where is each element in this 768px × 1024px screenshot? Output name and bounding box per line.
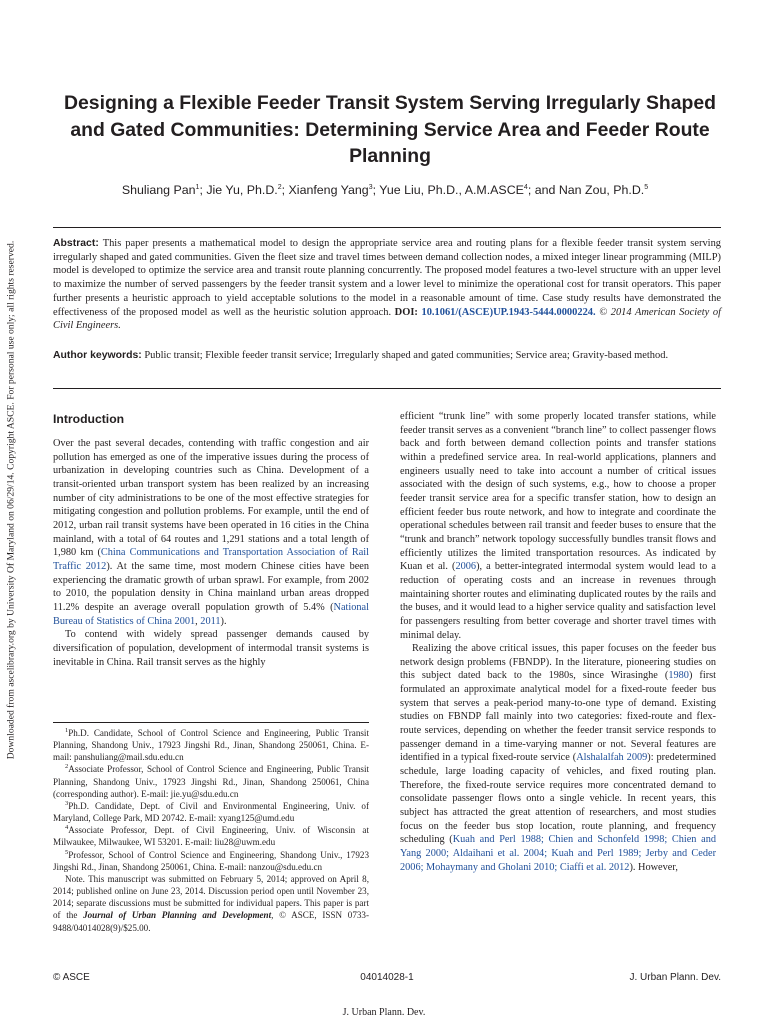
- author-name: Jie Yu, Ph.D.: [206, 183, 278, 197]
- abstract: [53, 237, 721, 333]
- paragraph-text: efficient “trunk line” with some properly located transfer stations, while feeder transit serves as a convenient “branch line” to collect passenger flows back and forth between demand collection points and transfer stations within a predefined service area. In real-world applications, planners and engineers usually need to take into account a number of critical issues associated with the design of such systems, e.g., how to choose a proper feeder transit service area for a specific transfer station, how to design an efficient feeder bus route network, and how to integrate and coordinate the operational schedules between rail transit and feeder buses to ensure that the “trunk and branch” network topology successfully bundles transit flows and efficiently utilizes the limited transportation resources. As indicated by Kuan et al. (: [400, 411, 716, 573]
- paragraph-text: ): predetermined schedule, large loading capacity of vehicles, and fixed routing plan. Therefore, the fixed-route service requires more concentrated demand to consolidate passenger flows onto a single vehicle. In recent years, this subject has attracted the great attention of researchers, and most studies focus on the feeder bus stop location, route planning, and frequency scheduling (: [400, 752, 716, 846]
- citation-link[interactable]: National Bureau of Statistics of China 2001: [53, 601, 369, 627]
- author-affiliation-mark: 1: [195, 183, 200, 191]
- abstract-bottom-rule: [53, 388, 721, 389]
- journal-name: Journal of Urban Planning and Development: [83, 910, 272, 921]
- footnote: [53, 849, 369, 873]
- author-name: Yue Liu, Ph.D., A.M.ASCE: [379, 183, 524, 197]
- footnote-text: Associate Professor, Dept. of Civil Engineering, Univ. of Wisconsin at Milwaukee, Milwaukee, WI 53201. E-mail: liu28@uwm.edu: [53, 825, 369, 848]
- footnote-text: Professor, School of Control Science and Engineering, Shandong Univ., 17923 Jingshi Rd., Jinan, Shandong 250061, China. E-mail: nanzou@sdu.edu.cn: [53, 849, 369, 872]
- author-name: Shuliang Pan: [121, 183, 196, 197]
- author-separator: ; and: [527, 183, 559, 197]
- doi-label: DOI:: [394, 306, 418, 318]
- keywords-text: Public transit; Flexible feeder transit service; Irregularly shaped and gated communities; Service area; Gravity-based method.: [144, 350, 669, 361]
- paragraph: [400, 642, 716, 874]
- footnote: [53, 800, 369, 824]
- author-name: Nan Zou, Ph.D.: [558, 183, 645, 197]
- keywords-label: Author keywords:: [53, 350, 142, 361]
- footer-copyright: © ASCE: [53, 972, 90, 983]
- citation-link[interactable]: Kuah and Perl 1988; Chien and Schonfeld 1998; Chien and Yang 2000; Aldaihani et al. 2004; Kuah and Perl 1989; Jerby and Ceder 2006; Mohaymany and Gholani 2010; Ciaffi et al. 2012: [400, 834, 716, 873]
- author-separator: ;: [281, 183, 289, 197]
- paragraph-text: To contend with widely spread passenger demands caused by diversification of population, development of intermodal transit systems is inevitable in China. Rail transit serves as the highly: [53, 629, 369, 668]
- footnote-mark: 1: [65, 726, 69, 734]
- author-affiliation-mark: 3: [368, 183, 373, 191]
- paragraph: [400, 410, 716, 642]
- abstract-top-rule: [53, 227, 721, 228]
- author-keywords: [53, 349, 721, 363]
- paragraph-text: ). At the same time, most modern Chinese cities have been experiencing the dramatic growth of urban sprawl. For example, from 2002 to 2010, the population density in China mainland urban areas dropped 11.2% despite an average overall population growth of 5.4% (: [53, 560, 370, 613]
- download-sidebar: [0, 0, 22, 1024]
- paper-title: Designing a Flexible Feeder Transit System Serving Irregularly Shaped and Gated Communities: Determining Service Area and Feeder Route Planning: [64, 92, 716, 167]
- note-tail: , © ASCE, ISSN 0733-9488/04014028(9)/$25.00.: [53, 910, 369, 933]
- author-list: [40, 183, 730, 197]
- author-affiliation-mark: 5: [644, 183, 649, 191]
- citation-link[interactable]: 2011: [200, 615, 221, 627]
- note-text: Note. This manuscript was submitted on February 5, 2014; approved on April 8, 2014; published online on June 23, 2014. Discussion period open until November 23, 2014; separate discussions must be submitted for individual papers. This paper is part of the: [53, 873, 369, 921]
- citation-link[interactable]: 1980: [668, 670, 689, 682]
- right-column: [400, 410, 716, 874]
- footnote-text: Ph.D. Candidate, School of Control Science and Engineering, Public Transit Planning, Shandong Univ., 17923 Jingshi Rd., Jinan, Shandong 250061, China. E-mail: panshuliang@mail.sdu.edu.cn: [53, 728, 369, 763]
- copyright-notice: © 2014 American Society of Civil Engineers.: [53, 306, 722, 332]
- submission-note: [53, 873, 369, 934]
- paragraph: [53, 437, 369, 628]
- abstract-text: This paper presents a mathematical model to design the appropriate service area and routing plans for a flexible feeder transit system serving irregularly shaped and gated communities. Given the fleet size and travel times between demand collection nodes, a mixed integer linear programming (MILP) model is developed to optimize the service area and transit route planning concurrently. The proposed model features a two-level structure with an upper level to maximize the number of served passengers by the feeder transit system and a lower level to minimize the operational cost for transit operators. This paper further presents a heuristic approach to yield acceptable solutions to the model in a reasonable amount of time. Case study results have demonstrated the effectiveness of the proposed model as well as the heuristic solution approach.: [53, 238, 722, 318]
- paragraph: [53, 628, 369, 669]
- footnote-separator: [53, 722, 369, 723]
- left-column: [53, 437, 369, 669]
- footnote-mark: 4: [65, 824, 69, 832]
- author-affiliation-mark: 4: [523, 183, 528, 191]
- paragraph-text: ,: [195, 615, 201, 627]
- citation-link[interactable]: China Communications and Transportation Association of Rail Traffic 2012: [53, 547, 369, 572]
- footnotes: [53, 727, 369, 934]
- footnote-mark: 5: [65, 848, 69, 856]
- citation-link[interactable]: 2006: [455, 561, 477, 573]
- footnote-text: Associate Professor, School of Control Science and Engineering, Public Transit Planning, Shandong Univ., 17923 Jingshi Rd., Jinan, Shandong 250061, China (corresponding author). E-mail: jie.yu@sdu.edu.cn: [53, 764, 369, 799]
- paragraph-text: Realizing the above critical issues, this paper focuses on the feeder bus network design problems (FBNDP). In the literature, pioneering studies on this subject dated back to the 1980s, since Wirasinghe (: [400, 643, 716, 682]
- page-footer: [53, 972, 721, 988]
- sidebar-text: Downloaded from ascelibrary.org by University Of Maryland on 06/29/14. Copyright ASCE. For personal use only; all rights reserved.: [5, 240, 17, 760]
- doi-link[interactable]: 10.1061/(ASCE)UP.1943-5444.0000224.: [421, 306, 596, 318]
- author-affiliation-mark: 2: [277, 183, 282, 191]
- author-separator: ;: [372, 183, 380, 197]
- footnote-mark: 3: [65, 799, 69, 807]
- abstract-label: Abstract:: [53, 238, 99, 249]
- footnote: [53, 727, 369, 763]
- section-heading-introduction: Introduction: [53, 412, 125, 426]
- paragraph-text: Over the past several decades, contending with traffic congestion and air pollution has emerged as one of the imperative issues during the process of urbanization in developing countries such as China. Development of a transit-oriented urban transport system has been realized by an increasing number of city administrations to be one of the most effective strategies for mitigating congestion and pollution problems. For example, until the end of 2012, urban rail transit systems have been operated in 16 cities in the China mainland, with a total of 64 routes and 1,291 stations and a total length of 1,980 km (: [53, 438, 369, 559]
- paragraph-text: ), a better-integrated intermodal system would lead to a reduction of operating costs and an increase in revenues through maintaining shorter routes and eliminating duplicated routes by the rails and the buses, and it would lead to a higher service quality and satisfaction level for passengers resulting from better coverage and shorter travel times with minimal delay.: [400, 561, 716, 641]
- citation-link[interactable]: Alshalalfah 2009: [576, 752, 648, 764]
- footnote-mark: 2: [65, 763, 69, 771]
- footer-journal: J. Urban Plann. Dev.: [629, 972, 721, 983]
- footnote-text: Ph.D. Candidate, Dept. of Civil and Environmental Engineering, Univ. of Maryland, College Park, MD 20742. E-mail: xyang125@umd.edu: [53, 800, 369, 824]
- bottom-journal-name: J. Urban Plann. Dev.: [342, 1007, 426, 1018]
- footnote: [53, 824, 369, 848]
- paragraph-text: ) first formulated an approximate analytical model for a fixed-route feeder bus system that serves a peak-period many-to-one type of demand. Existing studies on FBNDP fall mainly into two categories: fixed-route and flex-route services, depending on whether the feeder transit service responds to passenger demand in a time-varying manner or not. Several features are identified in a typical fixed-route service (: [400, 670, 716, 764]
- footnote: [53, 763, 369, 799]
- author-name: Xianfeng Yang: [288, 183, 369, 197]
- paragraph-text: ).: [220, 615, 227, 627]
- author-separator: ;: [199, 183, 207, 197]
- page-number: 04014028-1: [360, 972, 414, 983]
- paragraph-text: ). However,: [629, 861, 678, 873]
